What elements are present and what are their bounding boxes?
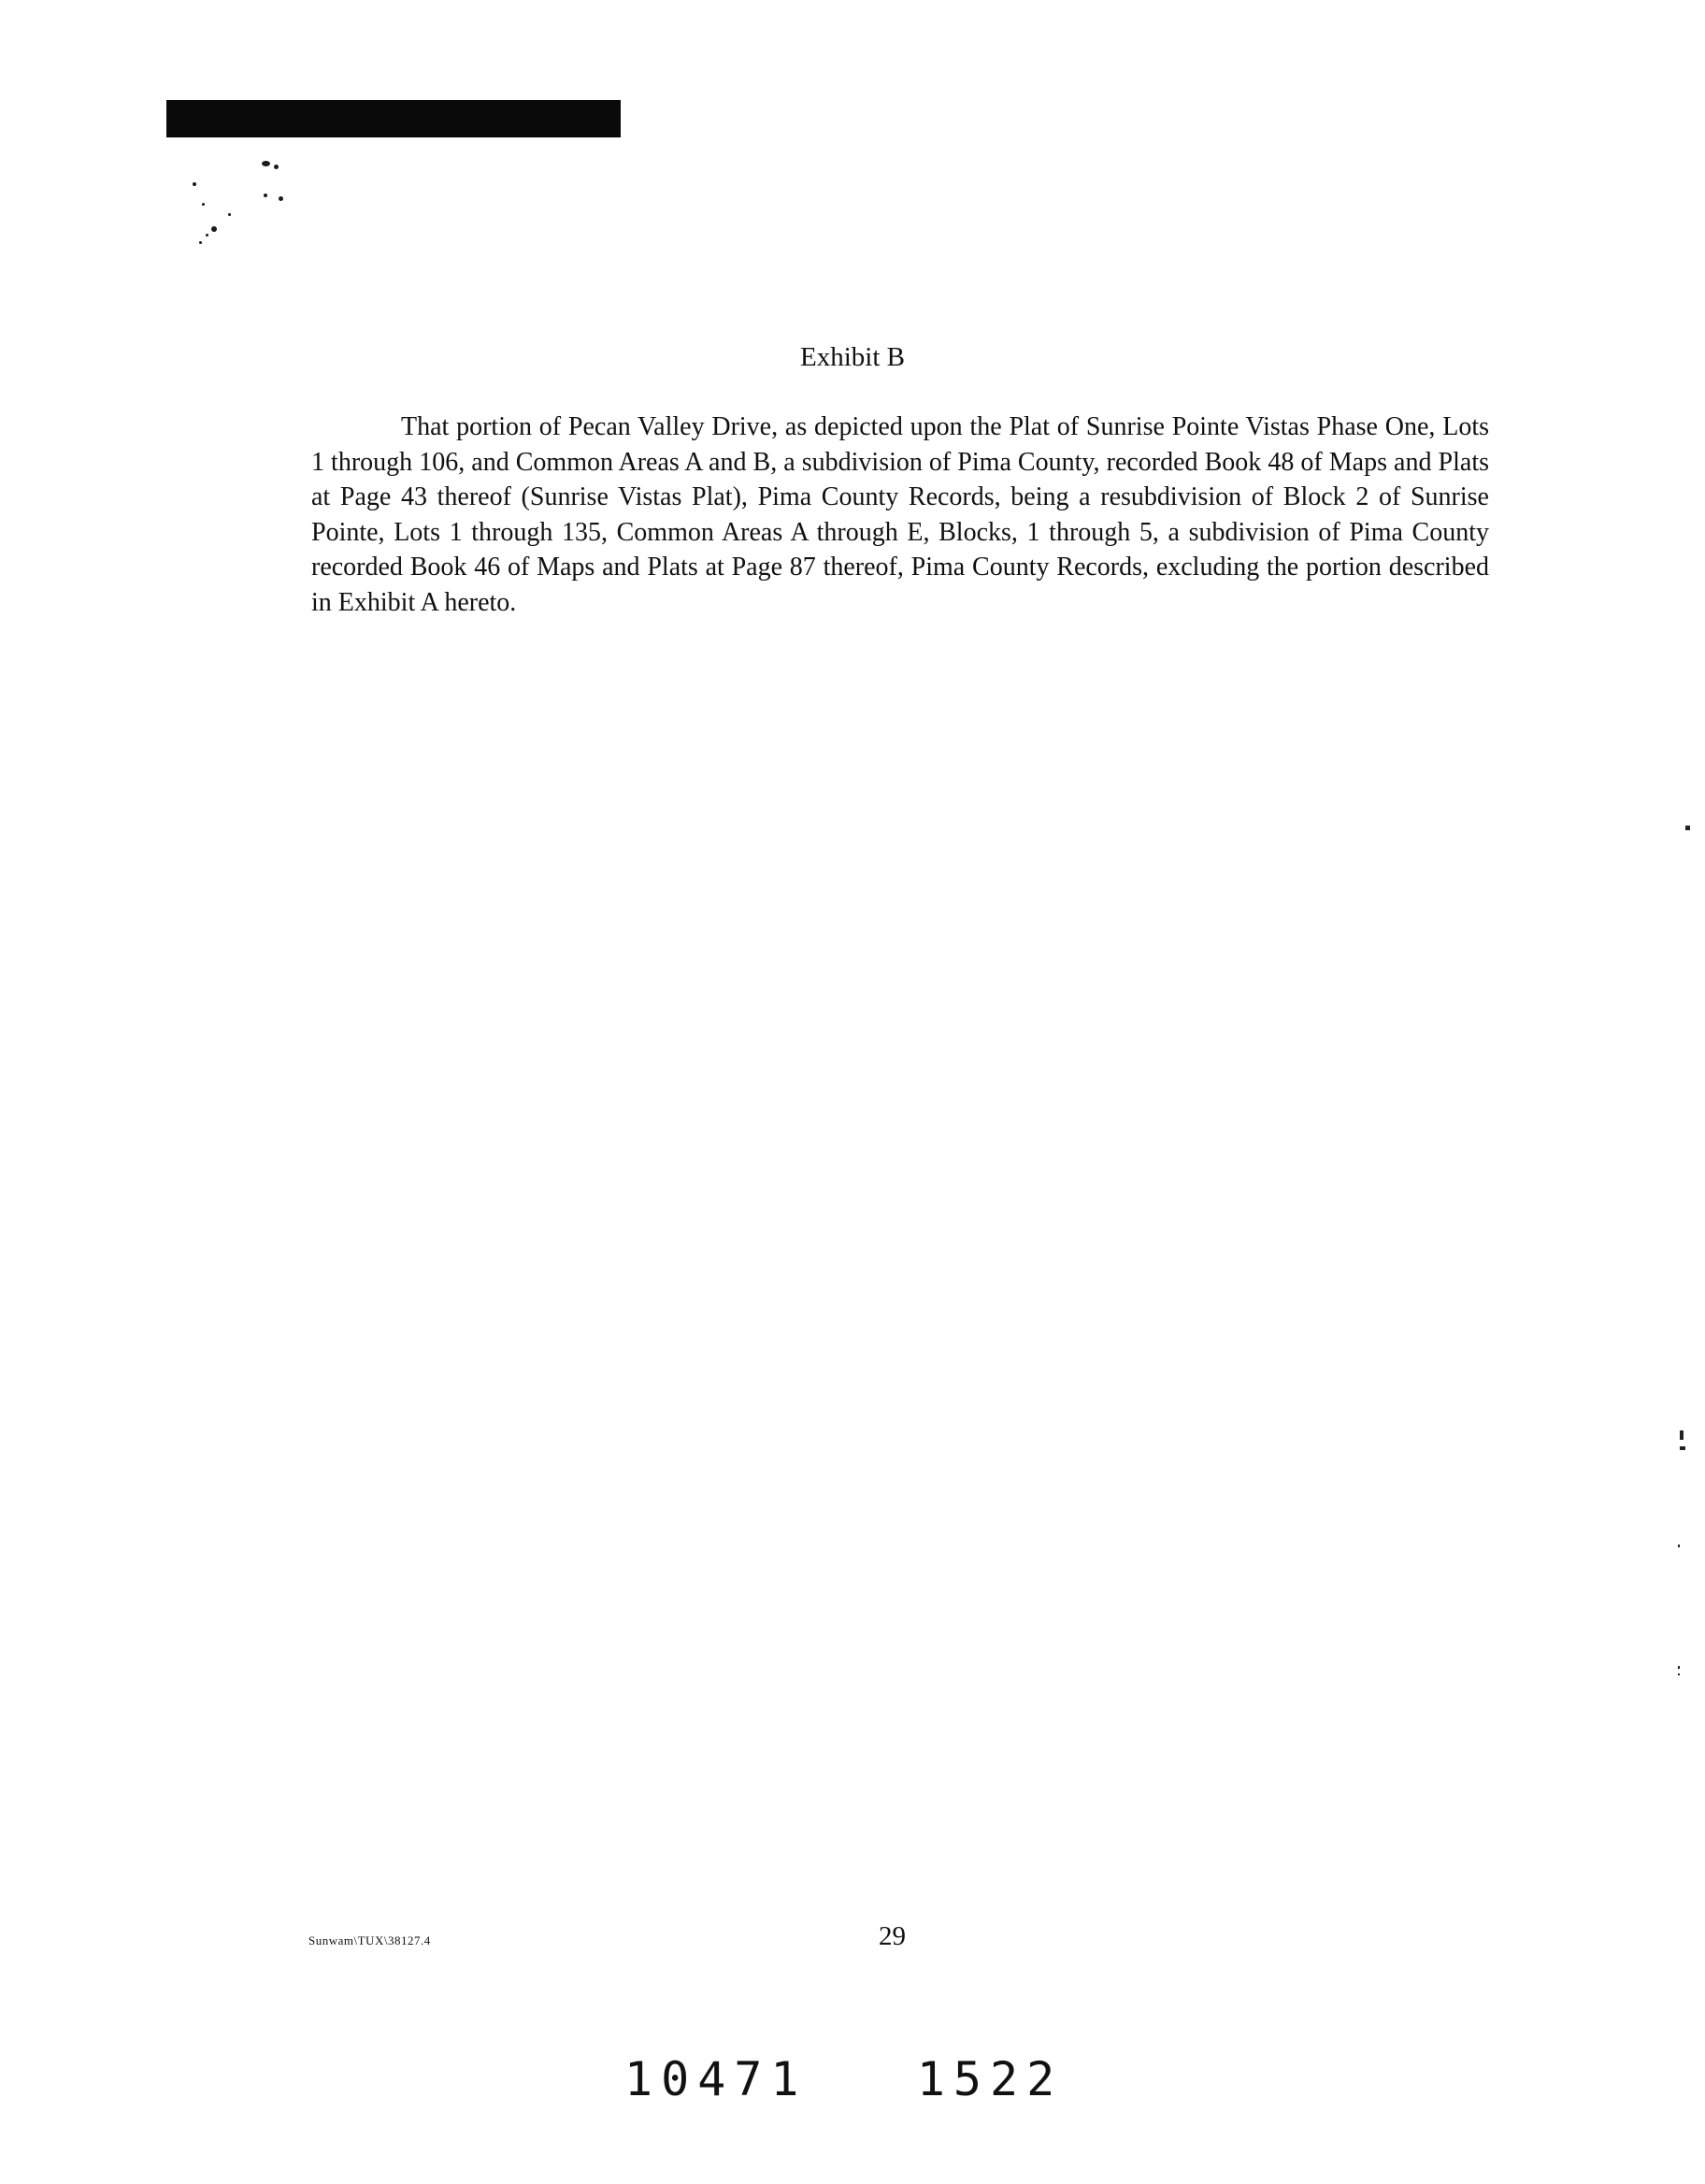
scan-speck [264, 194, 267, 197]
redaction-bar [166, 100, 621, 137]
scan-speck [211, 226, 217, 232]
margin-mark [1678, 1666, 1680, 1669]
footer-document-code: Sunwam\TUX\38127.4 [308, 1933, 431, 1947]
legal-description: That portion of Pecan Valley Drive, as depicted upon the Plat of Sunrise Pointe Vistas Phase One, Lots 1 through 106, and Common Areas A and B, a subdivision of Pima County, recorded Book 48 of Maps and Plats at Page 43 thereof (Sunrise Vistas Plat), Pima County Records, being a resubdivision of Block 2 of Sunrise Pointe, Lots 1 through 135, Common Areas A through E, Blocks, 1 through 5, a subdivision of Pima County recorded Book 46 of Maps and Plats at Page 87 thereof, Pima County Records, excluding the portion described in Exhibit A hereto. [311, 412, 1489, 617]
margin-mark [1678, 1674, 1680, 1675]
margin-mark [1685, 826, 1690, 830]
scan-speck [202, 203, 205, 206]
scan-speck [228, 213, 231, 216]
margin-mark [1680, 1446, 1685, 1450]
page-number: 29 [879, 1921, 906, 1951]
scan-speck [274, 165, 279, 169]
recording-number: 10471 1522 [624, 2052, 1064, 2106]
exhibit-title: Exhibit B [800, 342, 905, 372]
scan-speck [262, 161, 270, 166]
scan-speck [193, 182, 196, 186]
scan-speck [206, 234, 208, 237]
margin-mark [1680, 1430, 1684, 1440]
scan-speck [199, 241, 202, 244]
margin-mark [1678, 1545, 1680, 1547]
scan-speck [279, 196, 283, 201]
